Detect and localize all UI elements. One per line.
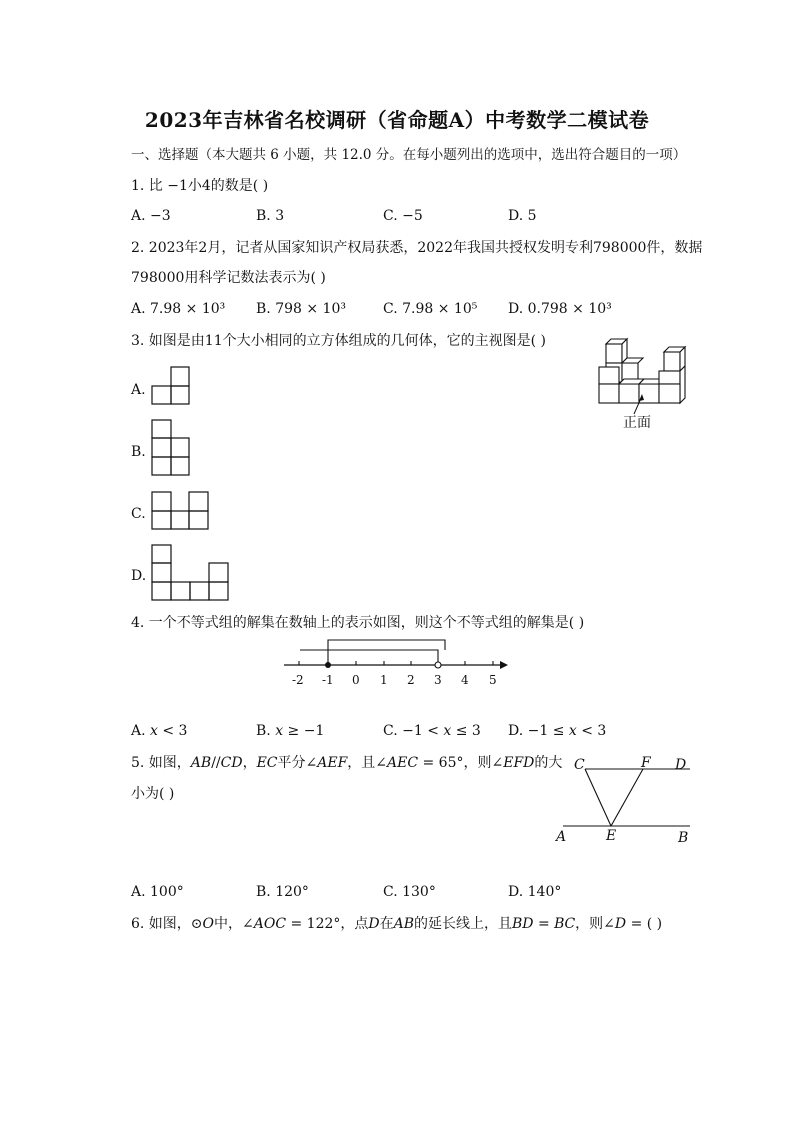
question-2-option-c: C. 7.98 × 10⁵ (383, 301, 478, 317)
axis-tick-label: 0 (352, 673, 360, 687)
question-4-option-b: B. 𝑥 ≥ −1 (256, 723, 325, 739)
question-5-option-a: A. 100° (131, 884, 184, 900)
axis-tick-label: -2 (292, 673, 304, 687)
axis-tick-label: -1 (322, 673, 334, 687)
question-5-stem-line-1: 5. 如图，𝐴𝐵//𝐶𝐷，𝐸𝐶平分∠𝐴𝐸𝐹，且∠𝐴𝐸𝐶 = 65°，则∠𝐸𝐹𝐷的大 (131, 755, 563, 771)
question-4-number-line (280, 636, 515, 691)
axis-tick-label: 3 (434, 673, 442, 687)
question-5-option-b: B. 120° (256, 884, 309, 900)
question-1-option-a: A. −3 (131, 208, 171, 224)
question-4-option-a: A. 𝑥 < 3 (131, 723, 188, 739)
question-6-stem: 6. 如图，⊙𝑂中，∠𝐴𝑂𝐶 = 122°，点𝐷在𝐴𝐵的延长线上，且𝐵𝐷 = 𝐵𝐶，则∠𝐷 = ( ) (131, 916, 663, 932)
point-label-c: C (574, 757, 585, 773)
question-3-option-d-label: D. (131, 568, 147, 584)
point-label-d: D (675, 757, 687, 773)
question-3-option-a-label: A. (131, 382, 146, 398)
question-5-option-d: D. 140° (508, 884, 562, 900)
axis-tick-label: 1 (380, 673, 388, 687)
question-3-option-c-label: C. (131, 506, 146, 522)
question-3-figure-caption: 正面 (623, 415, 651, 431)
question-5-option-c: C. 130° (383, 884, 436, 900)
question-5-stem-line-2: 小为( ) (131, 786, 175, 802)
question-1-option-c: C. −5 (383, 208, 423, 224)
question-1-option-b: B. 3 (256, 208, 285, 224)
question-2-option-d: D. 0.798 × 10³ (508, 301, 612, 317)
point-label-b: B (678, 830, 689, 846)
question-2-stem-line-1: 2. 2023年2月，记者从国家知识产权局获悉，2022年我国共授权发明专利798000件，数据 (131, 240, 703, 256)
question-3-option-b-figure (151, 419, 191, 477)
question-3-option-a-figure (151, 366, 191, 406)
question-4-option-c: C. −1 < 𝑥 ≤ 3 (383, 723, 481, 739)
question-3-option-b-label: B. (131, 444, 146, 460)
question-3-option-d-figure (151, 544, 231, 602)
question-1-option-d: D. 5 (508, 208, 537, 224)
point-label-e: E (606, 828, 617, 844)
question-4-stem: 4. 一个不等式组的解集在数轴上的表示如图，则这个不等式组的解集是( ) (131, 615, 585, 631)
axis-tick-label: 5 (489, 673, 497, 687)
axis-tick-label: 2 (407, 673, 415, 687)
question-2-option-b: B. 798 × 10³ (256, 301, 346, 317)
page-title: 2023年吉林省名校调研（省命题A）中考数学二模试卷 (144, 108, 650, 132)
question-1-stem: 1. 比 −1小4的数是( ) (131, 178, 269, 194)
question-2-stem-line-2: 798000用科学记数法表示为( ) (131, 270, 326, 286)
point-label-a: A (556, 829, 567, 845)
point-label-f: F (641, 755, 651, 771)
question-2-option-a: A. 7.98 × 10³ (131, 301, 226, 317)
section-heading: 一、选择题（本大题共 6 小题，共 12.0 分。在每小题列出的选项中，选出符合题目的一项） (131, 147, 687, 163)
question-3-option-c-figure (151, 491, 211, 531)
axis-tick-label: 4 (461, 673, 469, 687)
question-3-stem: 3. 如图是由11个大小相同的立方体组成的几何体，它的主视图是( ) (131, 333, 546, 349)
question-4-option-d: D. −1 ≤ 𝑥 < 3 (508, 723, 607, 739)
